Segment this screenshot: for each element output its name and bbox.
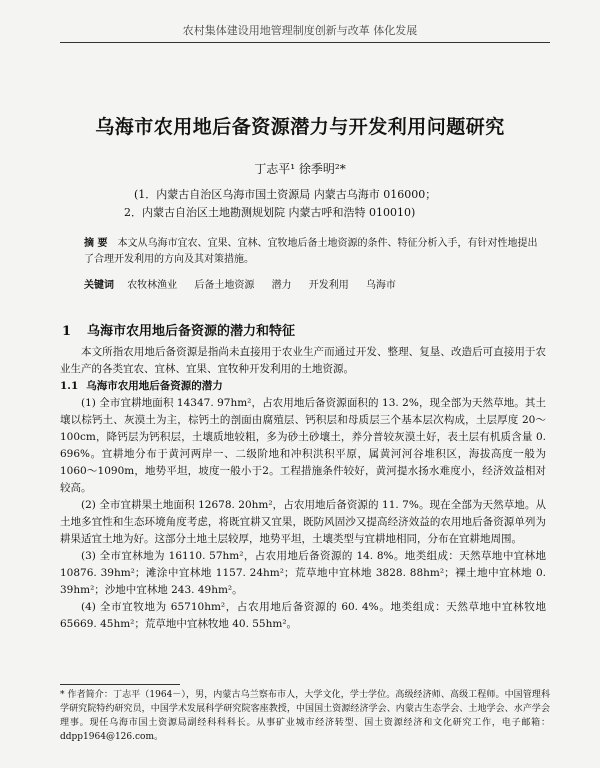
subsection-number: 1.1 — [60, 380, 79, 392]
header-rule — [60, 42, 550, 43]
section-body — [60, 344, 546, 633]
affiliation-2: 2．内蒙古自治区土地勘测规划院 内蒙古呼和浩特 010010) — [124, 206, 416, 219]
section-heading — [62, 320, 295, 339]
keyword: 开发利用 — [308, 280, 349, 291]
affiliation-1: (1．内蒙古自治区乌海市国土资源局 内蒙古乌海市 016000； — [134, 188, 437, 201]
subsection-title: 乌海市农用地后备资源的潜力 — [86, 380, 223, 392]
body-paragraph: (2) 全市宜耕果土地面积 12678. 20hm²，占农用地后备资源的 11. 7%。现在全部为天然草地。从土地多宜性和生态环境角度考虑，将既宜耕又宜果，既防风固沙又提高经济效益的农用地后备资源单列为耕果适宜土地为好。这部分土地土层较厚，地势平坦，土壤类型与宜耕地相同，分布在宜耕地周围。 — [60, 499, 546, 545]
abstract — [84, 236, 540, 268]
authors: 丁志平¹ 徐季明²* — [254, 162, 346, 176]
author-footnote: * 作者简介：丁志平（1964－），男，内蒙古乌兰察布市人，大学文化，学士学位。高级经济师、高级工程师。中国管理科学研究院特约研究员，中国学术发展科学研究院客座教授，中国国土资源经济学会、内蒙古生态学会、土地学会、水产学会理事。现任乌海市国土资源局副经科科科长。从事矿业城市经济转型、国土资源经济和文化研究工作，电子邮箱：ddpp1964@126.com。 — [60, 690, 550, 742]
body-paragraph: (1) 全市宜耕地面积 14347. 97hm²，占农用地后备资源面积的 13. 2%，现全部为天然草地。其土壤以棕钙土、灰漠土为主，棕钙土的剖面由腐殖层、钙积层和母质层三个基本层次构成，土层厚度 20～100cm，降钙层为钙积层，土壤质地较粗，多为砂土砂壤土，养分普较灰漠土好，表土层有机质含量 0. 696%。宜耕地分布于黄河两岸一、二级阶地和冲积洪积平原，属黄河河谷堆积区，海拔高度一般为 1060～1090m，地势平坦，坡度一般小于2。工程措施条件较好，黄河提水扬水难度小，经济效益相对较高。 — [60, 397, 546, 494]
subsection-heading — [60, 378, 546, 395]
section-number: 1 — [62, 324, 72, 339]
keyword: 潜力 — [271, 280, 292, 291]
abstract-text: 本文从乌海市宜农、宜果、宜林、宜牧地后备土地资源的条件、特征分析入手，有针对性地提出了合理开发利用的方向及其对策措施。 — [84, 238, 538, 265]
intro-paragraph: 本文所指农用地后备资源是指尚未直接用于农业生产而通过开发、整理、复垦、改造后可直接用于农业生产的各类宜农、宜林、宜果、宜牧种开发利用的土地资源。 — [60, 346, 546, 375]
body-paragraph: (3) 全市宜林地为 16110. 57hm²，占农用地后备资源的 14. 8%。地类组成：天然草地中宜林地 10876. 39hm²；滩涂中宜林地 1157. 24hm²；荒草地中宜林地 3828. 88hm²；裸土地中宜林地 0. 39hm²；沙地中宜林地 243. 49hm²。 — [60, 550, 546, 596]
paper-title: 乌海市农用地后备资源潜力与开发利用问题研究 — [95, 116, 505, 138]
keyword: 农牧林渔业 — [127, 280, 178, 291]
keywords-label: 关键词 — [84, 280, 114, 291]
section-title: 乌海市农用地后备资源的潜力和特征 — [87, 324, 296, 339]
keyword: 乌海市 — [365, 280, 396, 291]
abstract-label: 摘 要 — [84, 238, 108, 249]
body-paragraph: (4) 全市宜牧地为 65710hm²，占农用地后备资源的 60. 4%。地类组成：天然草地中宜林牧地 65669. 45hm²；荒草地中宜林牧地 40. 55hm²。 — [60, 601, 546, 630]
footnote-rule — [60, 684, 180, 685]
keyword: 后备土地资源 — [194, 280, 255, 291]
running-header: 农村集体建设用地管理制度创新与改革 体化发展 — [182, 24, 418, 37]
keywords — [84, 276, 540, 291]
